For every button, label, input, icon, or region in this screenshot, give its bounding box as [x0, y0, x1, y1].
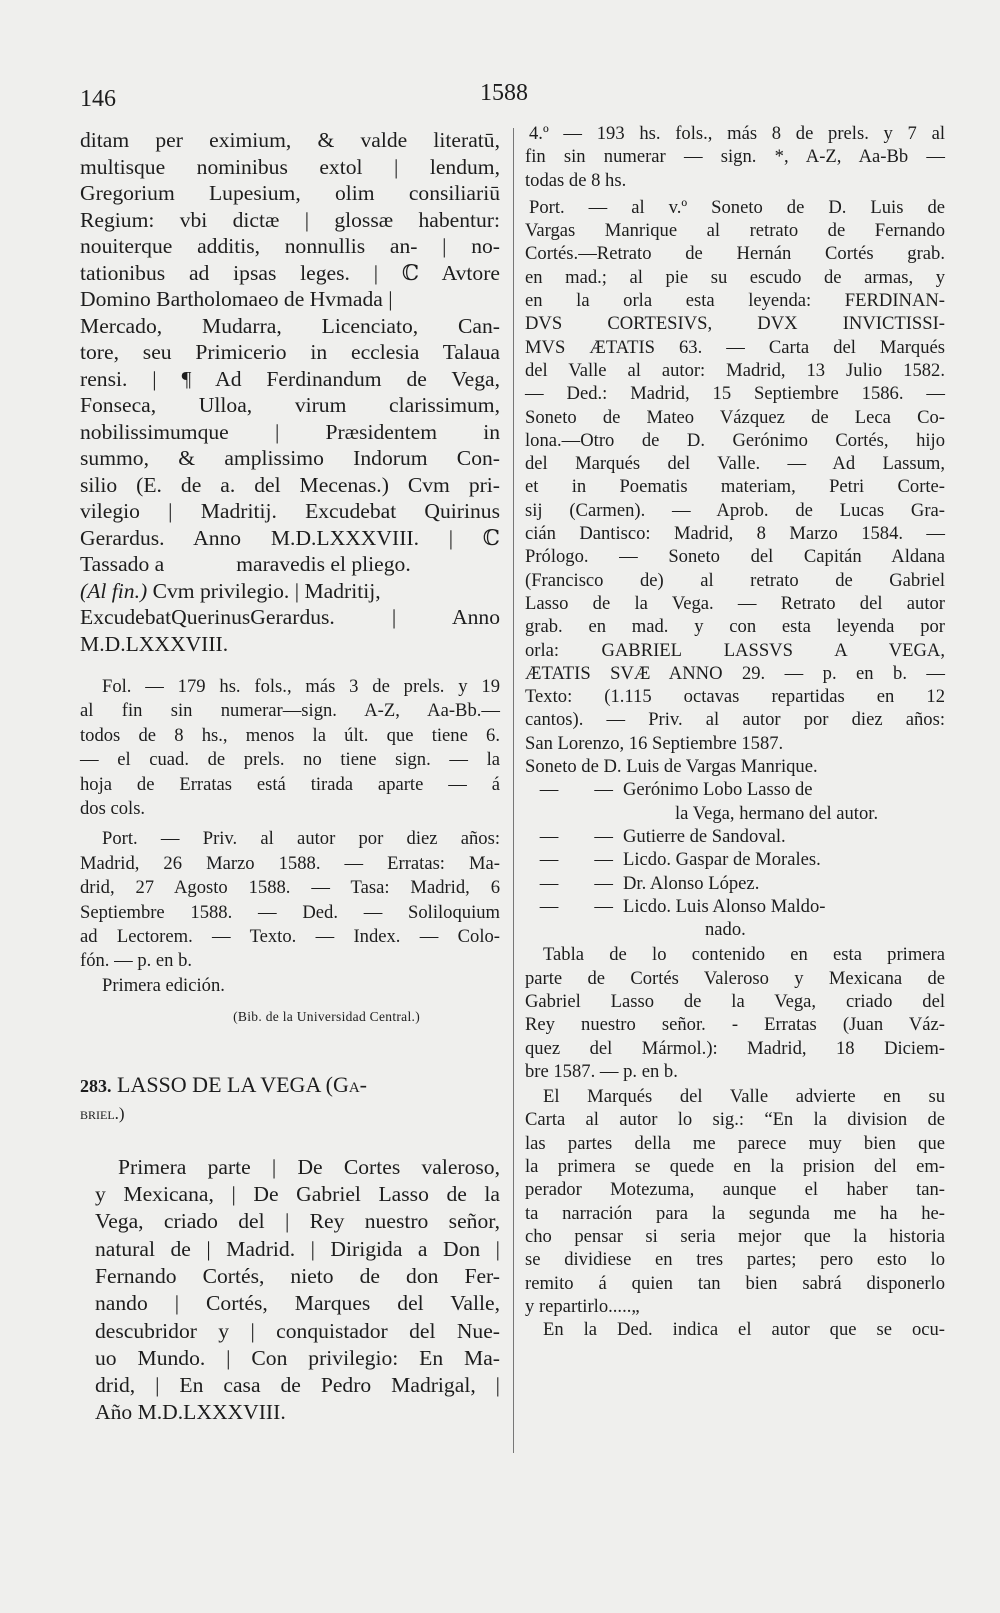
text-line: Cortés.—Retrato de Hernán Cortés grab.: [525, 243, 945, 265]
text-line: parte de Cortés Valeroso y Mexicana de: [525, 967, 945, 989]
text-line: — Ded.: Madrid, 15 Septiembre 1586. —: [525, 383, 945, 405]
text-line: Port. — al v.º Soneto de D. Luis de: [529, 196, 945, 218]
text-line: perador Motezuma, aunque el haber tan-: [525, 1179, 945, 1201]
text-line: Fernando Cortés, nieto de don Fer-: [95, 1263, 500, 1288]
text-line: dos cols.: [80, 798, 146, 820]
text-line: quez del Mármol.): Madrid, 18 Diciem-: [525, 1037, 945, 1059]
text-line: orla: GABRIEL LASSVS A VEGA,: [525, 639, 945, 661]
text-line: bre 1587. — p. en b.: [525, 1060, 678, 1082]
text-line: Soneto de Mateo Vázquez de Leca Co-: [525, 406, 945, 428]
text-line: Vargas Manrique al retrato de Fernando: [525, 220, 945, 242]
entry-title: [80, 1154, 500, 1427]
text-line: las partes della me parece muy bien que: [525, 1132, 945, 1154]
text-line: cho pensar si seria mejor que la historia: [525, 1225, 945, 1247]
sonnet-list: [525, 778, 945, 941]
text-line: en la orla esta leyenda: FERDINAN-: [525, 290, 945, 312]
colophon-line: [80, 578, 500, 605]
text-line: Gerardus. Anno M.D.LXXXVIII. | ℂ: [80, 525, 500, 550]
text-line: ExcudebatQuerinusGerardus. | Anno: [80, 605, 500, 629]
text-line: Lasso de la Vega. — Retrato del autor: [525, 592, 945, 614]
continued-title-text: [80, 127, 500, 657]
text-line: hoja de Erratas está tirada aparte — á: [80, 773, 500, 795]
text-line: grab. en mad. y con esta leyenda por: [525, 616, 945, 638]
text-line: fón. — p. en b.: [80, 950, 193, 972]
text-line: (Francisco de) al retrato de Gabriel: [525, 569, 945, 591]
text-line: se dividiese en tres partes; pero esto lo: [525, 1249, 945, 1271]
source-note: (Bib. de la Universidad Central.): [233, 1009, 420, 1025]
right-column: [525, 122, 945, 1341]
list-item: — — Licdo. Luis Alonso Maldo-: [539, 895, 826, 917]
edition-note: Primera edición.: [102, 974, 225, 996]
text-line: remito á quien tan bien sabrá disponerlo: [525, 1272, 945, 1294]
entry-author: LASSO DE LA VEGA (Ga-: [111, 1071, 367, 1097]
text-line: Año M.D.LXXXVIII.: [95, 1400, 286, 1425]
text-line: Septiembre 1588. — Ded. — Soliloquium: [80, 901, 500, 923]
text-line: Tabla de lo contenido en esta primera: [543, 944, 945, 966]
text-line: cantos). — Priv. al autor por diez años:: [525, 709, 945, 731]
text-line: fin sin numerar — sign. *, A-Z, Aa-Bb —: [525, 146, 945, 168]
text-line: nouiterque additis, nonnullis an- | no-: [80, 234, 500, 258]
text-line: y Mexicana, | De Gabriel Lasso de la: [95, 1182, 500, 1207]
text-line: Fonseca, Ulloa, virum clarissimum,: [80, 393, 500, 417]
text-line: Soneto de D. Luis de Vargas Manrique.: [525, 756, 818, 778]
running-head-year: 1588: [480, 80, 528, 106]
text-line: uo Mundo. | Con privilegio: En Ma-: [95, 1345, 500, 1370]
text-line: al fin sin numerar—sign. A-Z, Aa-Bb.—: [80, 700, 500, 722]
text-line: 4.º — 193 hs. fols., más 8 de prels. y 7 al: [529, 123, 945, 144]
tassado-line: [80, 551, 500, 578]
text-line: descubridor y | conquistador del Nue-: [95, 1318, 500, 1343]
text-line: M.D.LXXXVIII.: [80, 631, 229, 656]
text-line: Carta al autor lo sig.: “En la division de: [525, 1109, 945, 1131]
text-line: ditam per eximium, & valde literatū,: [80, 128, 500, 152]
final-paragraph-line: En la Ded. indica el autor que se ocu-: [543, 1319, 945, 1341]
text-line: silio (E. de a. del Mecenas.) Cvm pri-: [80, 472, 500, 497]
format-paragraph: [525, 122, 945, 192]
text-line: multisque nominibus extol | lendum,: [80, 154, 500, 179]
text-line: todas de 8 hs.: [525, 169, 627, 191]
text-line: Rey nuestro señor. - Erratas (Juan Váz-: [525, 1014, 945, 1036]
contents-paragraph: [80, 827, 500, 998]
text-line: vilegio | Madritij. Excudebat Quirinus: [80, 499, 500, 523]
text-line: Primera parte | De Cortes valeroso,: [118, 1154, 500, 1179]
text-line: Port. — Priv. al autor por diez años:: [102, 828, 500, 850]
entry-heading: [80, 1071, 500, 1128]
text-line: ÆTATIS SVÆ ANNO 29. — p. en b. —: [525, 662, 945, 684]
text-line: en mad.; al pie su escudo de armas, y: [525, 266, 945, 288]
tassado-label: Tassado a: [80, 552, 165, 576]
text-line: ad Lectorem. — Texto. — Index. — Colo-: [80, 926, 500, 948]
text-line: DVS CORTESIVS, DVX INVICTISSI-: [525, 313, 945, 335]
left-column: [80, 127, 500, 1427]
text-line: natural de | Madrid. | Dirigida a Don |: [95, 1236, 500, 1261]
text-line: — el cuad. de prels. no tiene sign. — la: [80, 749, 500, 771]
text-line: sij (Carmen). — Aprob. de Lucas Gra-: [525, 499, 945, 521]
text-line: Regium: vbi dictæ | glossæ habentur:: [80, 207, 500, 232]
list-item: — — Gutierre de Sandoval.: [539, 825, 786, 847]
collation-paragraph: [80, 675, 500, 821]
text-line: tore, seu Primicerio in ecclesia Talaua: [80, 340, 500, 364]
text-line: drid, | En casa de Pedro Madrigal, |: [95, 1373, 500, 1398]
text-line: y repartirlo.....„: [525, 1295, 640, 1317]
colophon-prefix: (Al fin.): [80, 578, 148, 603]
text-line: Fol. — 179 hs. fols., más 3 de prels. y 19: [102, 676, 500, 697]
text-line: nobilissimumque | Præsidentem in: [80, 419, 500, 444]
tabla-paragraph: [525, 943, 945, 1083]
text-line: ta narración para la segunda me ha he-: [525, 1202, 945, 1224]
tassado-value: maravedis el pliego.: [236, 552, 411, 576]
text-line: drid, 27 Agosto 1588. — Tasa: Madrid, 6: [80, 877, 500, 899]
text-line: del Valle al autor: Madrid, 13 Julio 1582.: [525, 359, 945, 381]
entry-author-cont: briel.): [80, 1103, 125, 1123]
text-line: El Marqués del Valle advierte en su: [543, 1086, 945, 1108]
quote-paragraph: [525, 1085, 945, 1318]
text-line: summo, & amplissimo Indorum Con-: [80, 446, 500, 470]
text-line: Gabriel Lasso de la Vega, criado del: [525, 990, 945, 1012]
text-line: rensi. | ¶ Ad Ferdinandum de Vega,: [80, 366, 500, 391]
text-line: todos de 8 hs., menos la últ. que tiene 6.: [80, 724, 500, 746]
list-item: — — Gerónimo Lobo Lasso de: [539, 779, 813, 801]
sonnet-name-cont: nado.: [705, 919, 746, 941]
text-line: Gregorium Lupesium, olim consiliariū: [80, 181, 500, 205]
text-line: San Lorenzo, 16 Septiembre 1587.: [525, 732, 784, 754]
text-line: Prólogo. — Soneto del Capitán Aldana: [525, 546, 945, 568]
page-number: 146: [80, 86, 116, 112]
list-item: — — Dr. Alonso López.: [539, 872, 760, 894]
list-item: — — Licdo. Gaspar de Morales.: [539, 849, 821, 871]
text-line: Domino Bartholomaeo de Hvmada |: [80, 287, 393, 311]
text-line: nando | Cortés, Marques del Valle,: [95, 1291, 500, 1316]
text-line: Vega, criado del | Rey nuestro señor,: [95, 1209, 500, 1234]
text-line: Mercado, Mudarra, Licenciato, Can-: [80, 313, 500, 338]
text-line: del Marqués del Valle. — Ad Lassum,: [525, 453, 945, 475]
text-line: Texto: (1.115 octavas repartidas en 12: [525, 686, 945, 708]
text-line: et in Poematis materiam, Petri Corte-: [525, 476, 945, 498]
text-line: la primera se quede en la prision del em-: [525, 1156, 945, 1178]
text-line: cián Dantisco: Madrid, 8 Marzo 1584. —: [525, 523, 945, 545]
text-line: MVS ÆTATIS 63. — Carta del Marqués: [525, 336, 945, 358]
text-line: Madrid, 26 Marzo 1588. — Erratas: Ma-: [80, 852, 500, 874]
column-divider: [513, 128, 514, 1453]
sonnet-name-cont: la Vega, hermano del autor.: [675, 802, 879, 824]
contents-paragraph: [525, 196, 945, 778]
colophon-text: Cvm privilegio. | Madritij,: [147, 578, 381, 603]
text-line: lona.—Otro de D. Gerónimo Cortés, hijo: [525, 429, 945, 451]
entry-number: 283.: [80, 1075, 112, 1096]
text-line: tationibus ad ipsas leges. | ℂ Avtore: [80, 260, 500, 285]
